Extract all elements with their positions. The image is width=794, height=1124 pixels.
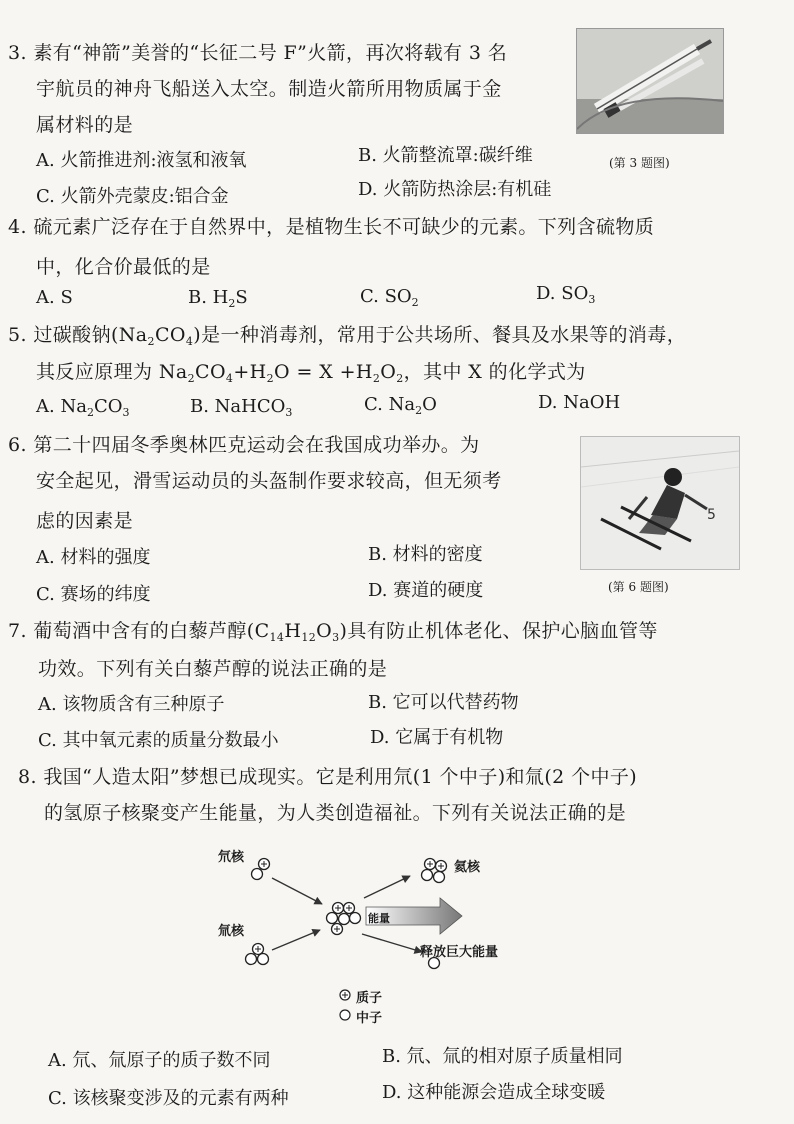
- q8-option-b[interactable]: B. 氘、氚的相对原子质量相同: [382, 1046, 623, 1067]
- q5-l2-f: ，其中 X 的化学式为: [403, 361, 586, 383]
- q7-option-b[interactable]: B. 它可以代替药物: [368, 692, 519, 713]
- q7-l1-s3: 3: [332, 631, 340, 644]
- q5-l2-d: O = X +H: [274, 361, 373, 383]
- q5-l2-s3: 2: [266, 372, 275, 385]
- q6-option-d[interactable]: D. 赛道的硬度: [368, 580, 484, 601]
- fusion-cluster: [327, 903, 361, 935]
- helium-nucleus: [422, 859, 447, 883]
- svg-text:5: 5: [707, 507, 716, 523]
- q6-option-a[interactable]: A. 材料的强度: [36, 547, 151, 568]
- q4-option-b[interactable]: [188, 287, 248, 308]
- q7-option-d[interactable]: D. 它属于有机物: [370, 727, 504, 748]
- legend-neutron-label: 中子: [356, 1011, 383, 1026]
- q3-caption: (第 3 题图): [609, 156, 670, 170]
- q5-l2-c: +H: [233, 361, 267, 383]
- q7-option-c[interactable]: C. 其中氧元素的质量分数最小: [38, 730, 279, 751]
- q4-b-text: B. H: [188, 287, 229, 308]
- q4-b-sub: 2: [228, 297, 236, 310]
- q6-line3: 虑的因素是: [36, 510, 134, 532]
- q7-l1-s2: 12: [301, 631, 317, 644]
- q5-a-a: A. Na: [36, 396, 87, 417]
- q7-l1-a: 7. 葡萄酒中含有的白藜芦醇(C: [8, 620, 270, 642]
- q4-d-text: D. SO: [536, 283, 589, 304]
- q6-option-b[interactable]: B. 材料的密度: [368, 544, 483, 565]
- q4-option-d[interactable]: [536, 283, 595, 304]
- arrow-helium-out: [364, 876, 410, 898]
- q7-l1-s1: 14: [269, 631, 285, 644]
- q5-option-c[interactable]: [364, 394, 437, 415]
- q5-a-s1: 2: [86, 406, 94, 419]
- q5-l2-b: CO: [195, 361, 226, 383]
- q5-l2-s5: 2: [396, 372, 404, 385]
- q5-l1-c: )是一种消毒剂，常用于公共场所、餐具及水果等的消毒，: [193, 324, 687, 346]
- q8-line1: 8. 我国“人造太阳”梦想已成现实。它是利用氘(1 个中子)和氚(2 个中子): [18, 766, 638, 788]
- q3-option-b[interactable]: B. 火箭整流罩:碳纤维: [358, 145, 533, 166]
- q7-option-a[interactable]: A. 该物质含有三种原子: [38, 694, 225, 715]
- q4-line2: 中，化合价最低的是: [36, 256, 211, 278]
- q5-a-s2: 3: [122, 406, 130, 419]
- label-deuterium: 氘核: [218, 850, 245, 865]
- label-helium: 氦核: [454, 860, 481, 875]
- q8-line2: 的氢原子核聚变产生能量，为人类创造福祉。下列有关说法正确的是: [44, 802, 627, 824]
- q3-option-a[interactable]: A. 火箭推进剂:液氢和液氧: [36, 150, 247, 171]
- q3-option-c[interactable]: C. 火箭外壳蒙皮:铝合金: [36, 186, 229, 207]
- q8-option-d[interactable]: D. 这种能源会造成全球变暖: [382, 1082, 606, 1103]
- q5-option-a[interactable]: [36, 396, 129, 417]
- q4-line1: 4. 硫元素广泛存在于自然界中，是植物生长不可缺少的元素。下列含硫物质: [8, 216, 655, 238]
- q5-b-a: B. NaHCO: [190, 396, 286, 417]
- q5-l1-a: 5. 过碳酸钠(Na: [8, 324, 148, 346]
- label-tritium: 氚核: [218, 924, 245, 939]
- skier-photo: [580, 436, 740, 570]
- rocket-photo: [576, 28, 724, 134]
- arrow-neutron-out: [362, 934, 422, 952]
- arrow-deuterium-in: [272, 878, 322, 904]
- legend-neutron-symbol: [340, 1010, 350, 1020]
- skier-image: [581, 437, 739, 569]
- q3-line3: 属材料的是: [36, 114, 134, 136]
- tritium-nucleus: [246, 944, 269, 965]
- q5-l2-e: O: [380, 361, 397, 383]
- q5-l1-s1: 2: [147, 335, 155, 348]
- q5-option-b[interactable]: [190, 396, 292, 417]
- q5-b-s: 3: [285, 406, 293, 419]
- q5-l2-a: 其反应原理为 Na: [36, 361, 188, 383]
- q5-l2-s1: 2: [187, 372, 195, 385]
- q3-line2: 宇航员的神舟飞船送入太空。制造火箭所用物质属于金: [36, 78, 502, 100]
- label-release-energy: 释放巨大能量: [420, 945, 499, 960]
- q5-a-b: CO: [93, 396, 123, 417]
- q4-c-sub: 2: [411, 296, 419, 309]
- q7-l1-c: O: [316, 620, 333, 642]
- q7-line1: [8, 616, 658, 643]
- label-energy: 能量: [368, 912, 390, 925]
- q4-option-c[interactable]: [360, 286, 419, 307]
- q8-option-c[interactable]: C. 该核聚变涉及的元素有两种: [48, 1088, 289, 1109]
- q4-c-text: C. SO: [360, 286, 412, 307]
- q4-d-sub: 3: [588, 293, 596, 306]
- deuterium-nucleus: [252, 859, 270, 880]
- q5-line2: [36, 357, 586, 384]
- q6-option-c[interactable]: C. 赛场的纬度: [36, 584, 151, 605]
- rocket-image: [577, 29, 723, 133]
- q4-option-a[interactable]: A. S: [36, 287, 73, 308]
- q5-l2-s2: 4: [225, 372, 234, 385]
- q5-c-s: 2: [415, 404, 423, 417]
- q4-b-tail: S: [235, 287, 248, 308]
- q6-line2: 安全起见，滑雪运动员的头盔制作要求较高，但无须考: [36, 470, 502, 492]
- q7-line2: 功效。下列有关白藜芦醇的说法正确的是: [38, 658, 388, 680]
- q8-option-a[interactable]: A. 氘、氚原子的质子数不同: [48, 1050, 271, 1071]
- q5-l1-s2: 4: [185, 335, 194, 348]
- arrow-tritium-in: [272, 930, 320, 950]
- q5-c-b: O: [422, 394, 437, 415]
- q3-option-d[interactable]: D. 火箭防热涂层:有机硅: [358, 179, 552, 200]
- q7-l1-d: )具有防止机体老化、保护心脑血管等: [339, 620, 658, 642]
- q6-caption: (第 6 题图): [608, 580, 669, 594]
- q6-line1: 6. 第二十四届冬季奥林匹克运动会在我国成功举办。为: [8, 434, 480, 456]
- q5-l2-s4: 2: [372, 372, 381, 385]
- q5-c-a: C. Na: [364, 394, 416, 415]
- q3-line1: 3. 素有“神箭”美誉的“长征二号 F”火箭，再次将载有 3 名: [8, 42, 508, 64]
- q5-l1-b: CO: [154, 324, 186, 346]
- q5-line1: [8, 320, 686, 347]
- q5-option-d[interactable]: D. NaOH: [538, 392, 621, 413]
- q7-l1-b: H: [284, 620, 302, 642]
- legend-proton-label: 质子: [356, 991, 383, 1006]
